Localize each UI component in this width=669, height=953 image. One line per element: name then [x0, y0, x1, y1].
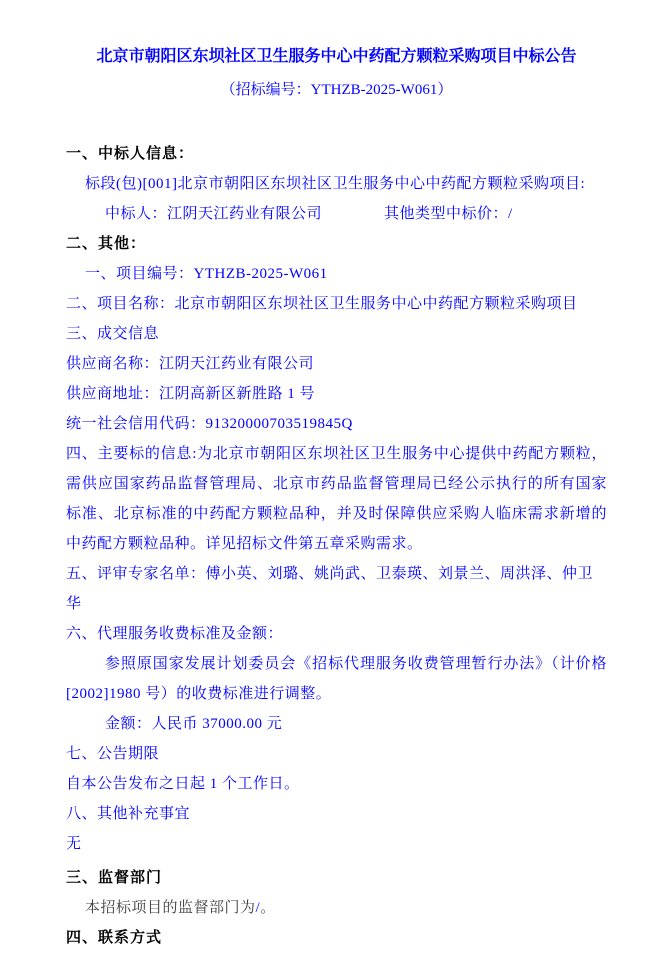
supplier-address-line: 供应商地址：江阴高新区新胜路 1 号 [66, 386, 316, 402]
section-other-heading: 二、其他： [66, 236, 147, 252]
section-contact-heading: 四、联系方式 [66, 930, 163, 946]
section-winner-info-heading: 一、中标人信息： [66, 146, 195, 162]
supplement-line: 无 [66, 836, 82, 852]
amount-line: 金额：人民币 37000.00 元 [105, 716, 283, 732]
subject-info-paragraph: 四、主要标的信息:为北京市朝阳区东坝社区卫生服务中心提供中药配方颗粒，需供应国家药品监督管理局、北京市药品监督管理局已经公示执行的所有国家标准、北京标准的中药配方颗粒品种，并及时保障供应采购人临床需求新增的中药配方颗粒品种。详见招标文件第五章采购需求。 [66, 446, 607, 552]
tender-number-subtitle: （招标编号：YTHZB-2025-W061） [220, 82, 453, 98]
document-body [66, 139, 607, 953]
supervision-body-line [66, 893, 607, 923]
winner-name: 中标人：江阴天江药业有限公司 [105, 206, 323, 222]
section-supervision-heading: 三、监督部门 [66, 870, 163, 886]
winner-line [66, 199, 607, 229]
supervision-suffix: 。 [260, 900, 276, 916]
project-name-line: 二、项目名称：北京市朝阳区东坝社区卫生服务中心中药配方颗粒采购项目 [66, 296, 578, 312]
supplement-subheading: 八、其他补充事宜 [66, 806, 191, 822]
page-title: 北京市朝阳区东坝社区卫生服务中心中药配方颗粒采购项目中标公告 [96, 48, 577, 65]
other-type-price: 其他类型中标价：/ [384, 206, 513, 222]
supplier-name-line: 供应商名称：江阴天江药业有限公司 [66, 356, 315, 372]
deal-info-subheading: 三、成交信息 [66, 326, 160, 342]
agency-fee-detail-paragraph: 参照原国家发展计划委员会《招标代理服务收费管理暂行办法》（计价格[2002]1980 号）的收费标准进行调整。 [66, 656, 607, 702]
agency-fee-subheading: 六、代理服务收费标准及金额： [66, 626, 284, 642]
supervision-prefix: 本招标项目的监督部门为 [85, 900, 256, 916]
supervision-slash: / [255, 900, 261, 916]
credit-code-line: 统一社会信用代码：91320000703519845Q [66, 416, 353, 432]
lot-line: 标段(包)[001]北京市朝阳区东坝社区卫生服务中心中药配方颗粒采购项目: [85, 176, 586, 192]
experts-line: 五、评审专家名单：傅小英、刘璐、姚尚武、卫泰瑛、刘景兰、周洪泽、仲卫华 [66, 566, 594, 612]
notice-period-line: 自本公告发布之日起 1 个工作日。 [66, 776, 300, 792]
notice-period-subheading: 七、公告期限 [66, 746, 160, 762]
project-number-line: 一、项目编号：YTHZB-2025-W061 [85, 266, 328, 282]
